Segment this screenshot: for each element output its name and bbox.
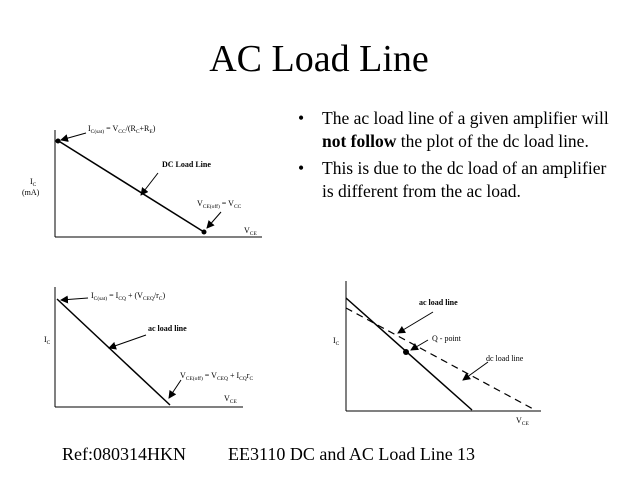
x-axis-label: $V_{CE}$ (224, 394, 237, 405)
line-label-arrow (109, 335, 146, 348)
cutoff-label: $V_{CE(off)} = V_{CC}$ (197, 199, 242, 210)
y-axis-label: $I_C$ (333, 336, 340, 347)
cutoff-point (202, 230, 207, 235)
footer-page-number: 13 (457, 444, 475, 464)
line-label-arrow (141, 173, 158, 195)
y-axis-label: $I_C$ (30, 177, 37, 188)
bullet-dot-icon: • (298, 158, 305, 178)
sat-arrow (61, 133, 86, 140)
dc-load-line-label: DC Load Line (162, 160, 211, 169)
bullet-text: This is due to the dc load of an amplifier is different from the ac load. (322, 158, 607, 201)
ac-load-line (57, 299, 170, 405)
x-axis-label: $V_{CE}$ (244, 226, 257, 237)
footer-course: EE3110 DC and AC Load Line (228, 444, 453, 464)
bullet-bold-text: not follow (322, 131, 397, 151)
sat-arrow (61, 298, 88, 300)
cutoff-label: $V_{CE(off)} = V_{CEQ} + I_{CQ}r_C$ (180, 371, 254, 382)
dc-load-line (57, 140, 204, 232)
ac-load-line-label: ac load line (419, 298, 458, 307)
ac-label-arrow (398, 312, 433, 333)
y-axis-label: $I_C$ (44, 335, 51, 346)
cutoff-arrow (169, 380, 181, 398)
bullet-text: The ac load line of a given amplifier will (322, 108, 609, 128)
saturation-point (56, 139, 61, 144)
ac-load-line-label: ac load line (148, 324, 187, 333)
bullet-dot-icon: • (298, 108, 305, 128)
x-axis-label: $V_{CE}$ (516, 416, 529, 427)
diagram-ac-load-line (44, 287, 253, 407)
diagram-dc-load-line (22, 124, 262, 237)
saturation-label: $I_{C(sat)} = I_{CQ} + (V_{CEQ}/r_C)$ (91, 291, 166, 302)
ac-load-line (346, 298, 472, 410)
dc-load-line-label: dc load line (486, 354, 524, 363)
diagram-ac-vs-dc (333, 281, 541, 427)
cutoff-arrow (207, 212, 221, 228)
bullet-text-end: the plot of the dc load line. (396, 131, 589, 151)
q-point (403, 349, 409, 355)
footer-ref: Ref:080314HKN (62, 444, 186, 464)
saturation-label: $I_{C(sat)} = V_{CC}/(R_C+R_E)$ (88, 124, 156, 135)
q-point-label: Q - point (432, 334, 461, 343)
y-axis-unit: (mA) (22, 188, 40, 197)
slide-title: AC Load Line (209, 38, 429, 80)
